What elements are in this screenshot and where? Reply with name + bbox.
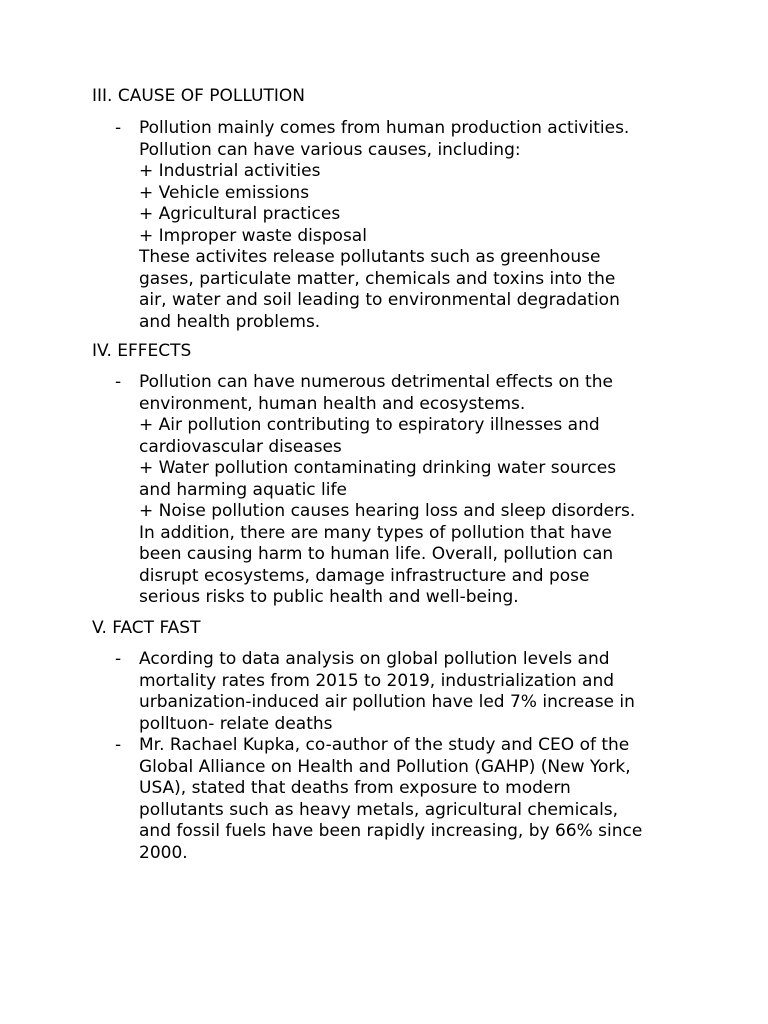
bullet-dash: - <box>115 118 122 138</box>
text-line: + Noise pollution causes hearing loss and sleep disorders. <box>139 501 636 521</box>
text-line: and health problems. <box>139 311 321 332</box>
bullet-dash: - <box>115 735 122 755</box>
text-line: gases, particulate matter, chemicals and toxins into the <box>139 268 616 289</box>
text-line: polltuon- relate deaths <box>139 713 333 734</box>
text-line: In addition, there are many types of pollution that have <box>139 522 612 543</box>
text-line: serious risks to public health and well-being. <box>139 587 519 607</box>
text-line: USA), stated that deaths from exposure to modern <box>139 778 571 798</box>
text-line: 2000. <box>139 842 188 863</box>
bullet-body <box>139 118 759 333</box>
text-line: and harming aquatic life <box>139 479 347 500</box>
bullet-dash: - <box>115 649 122 669</box>
text-line: mortality rates from 2015 to 2019, industrialization and <box>139 670 615 691</box>
text-line: + Improper waste disposal <box>139 225 367 246</box>
text-line: + Water pollution contaminating drinking water sources <box>139 458 617 478</box>
text-line: environment, human health and ecosystems. <box>139 393 526 414</box>
text-line: urbanization-induced air pollution have led 7% increase in <box>139 692 635 712</box>
text-line: These activites release pollutants such as greenhouse <box>139 247 601 267</box>
text-line: been causing harm to human life. Overall, pollution can <box>139 544 614 564</box>
bullet-body <box>139 649 759 735</box>
text-line: and fossil fuels have been rapidly increasing, by 66% since <box>139 821 643 841</box>
text-line: Pollution can have numerous detrimental effects on the <box>139 372 613 392</box>
text-line: cardiovascular diseases <box>139 436 342 457</box>
text-line: disrupt ecosystems, damage infrastructure and pose <box>139 565 590 586</box>
text-line: Mr. Rachael Kupka, co-author of the study and CEO of the <box>139 735 630 755</box>
text-line: air, water and soil leading to environmental degradation <box>139 290 620 310</box>
text-line: Acording to data analysis on global pollution levels and <box>139 649 610 669</box>
text-line: pollutants such as heavy metals, agricultural chemicals, <box>139 799 619 820</box>
bullet-dash: - <box>115 372 122 392</box>
text-line: + Agricultural practices <box>139 204 341 224</box>
text-line: + Vehicle emissions <box>139 182 310 203</box>
section-heading-effects: IV. EFFECTS <box>92 341 192 361</box>
text-line: Pollution can have various causes, including: <box>139 139 521 160</box>
section-heading-cause: III. CAUSE OF POLLUTION <box>92 86 305 106</box>
text-line: + Industrial activities <box>139 161 321 181</box>
section-heading-fact-fast: V. FACT FAST <box>92 618 201 638</box>
text-line: + Air pollution contributing to espiratory illnesses and <box>139 415 600 435</box>
bullet-body <box>139 372 759 609</box>
text-line: Pollution mainly comes from human production activities. <box>139 118 630 138</box>
text-line: Global Alliance on Health and Pollution (GAHP) (New York, <box>139 756 631 777</box>
bullet-body <box>139 735 759 864</box>
